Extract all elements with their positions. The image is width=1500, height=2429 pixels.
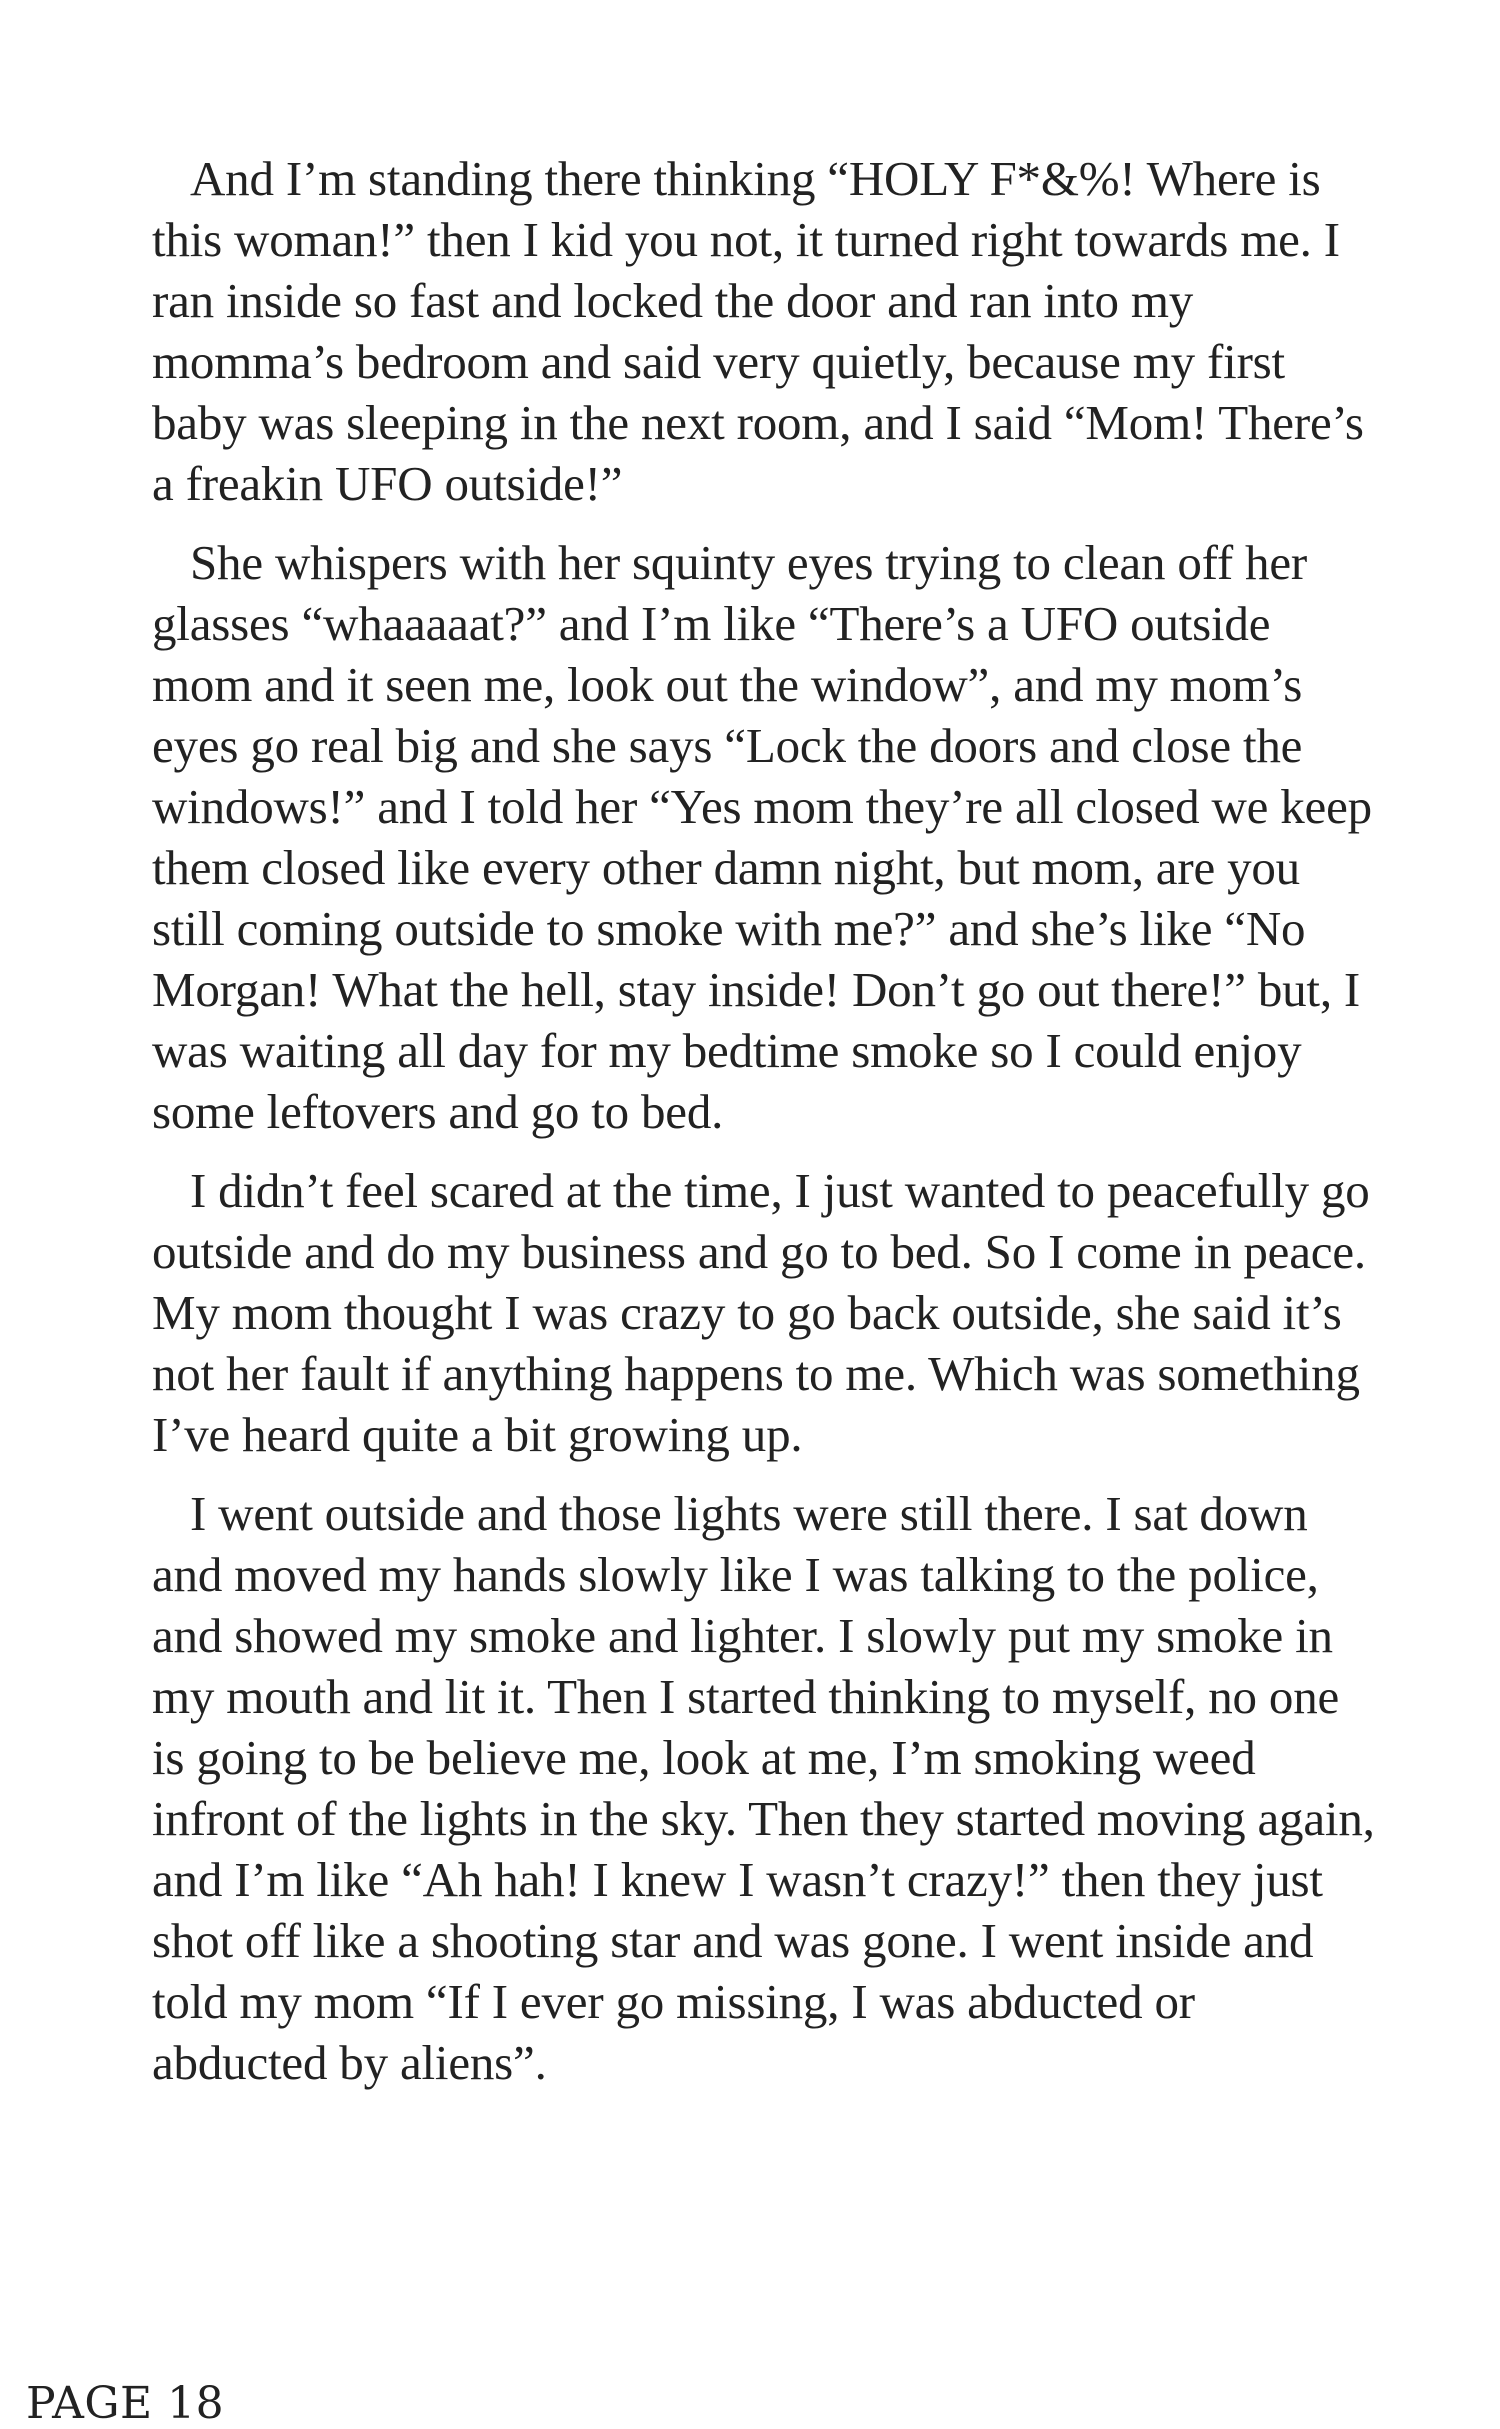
paragraph-4: I went outside and those lights were still there. I sat down and moved my hands slowly like I was talking to the police, and showed my smoke and lighter. I slowly put my smoke in my mouth and lit it. Then I started thinking to myself, no one is going to be believe me, look at me, I’m smoking weed infront of the lights in the sky. Then they started moving again, and I’m like “Ah hah! I knew I wasn’t crazy!” then they just shot off like a shooting star and was gone. I went inside and told my mom “If I ever go missing, I was abducted or abducted by aliens”.: [152, 1486, 1375, 2090]
page-number: PAGE 18: [26, 2378, 225, 2429]
paragraph-2: She whispers with her squinty eyes trying to clean off her glasses “whaaaaat?” and I’m like “There’s a UFO outside mom and it seen me, look out the window”, and my mom’s eyes go real big and she says “Lock the doors and close the windows!” and I told her “Yes mom they’re all closed we keep them closed like every other damn night, but mom, are you still coming outside to smoke with me?” and she’s like “No Morgan! What the hell, stay inside! Don’t go out there!” but, I was waiting all day for my bedtime smoke so I could enjoy some leftovers and go to bed.: [152, 535, 1372, 1139]
paragraph-3: I didn’t feel scared at the time, I just wanted to peacefully go outside and do my business and go to bed. So I come in peace. My mom thought I was crazy to go back outside, she said it’s not her fault if anything happens to me. Which was something I’ve heard quite a bit growing up.: [152, 1163, 1370, 1462]
body-text: [152, 148, 1382, 2111]
paragraph-1: And I’m standing there thinking “HOLY F*&%! Where is this woman!” then I kid you not, it turned right towards me. I ran inside so fast and locked the door and ran into my momma’s bedroom and said very quietly, because my first baby was sleeping in the next room, and I said “Mom! There’s a freakin UFO outside!”: [152, 151, 1364, 511]
